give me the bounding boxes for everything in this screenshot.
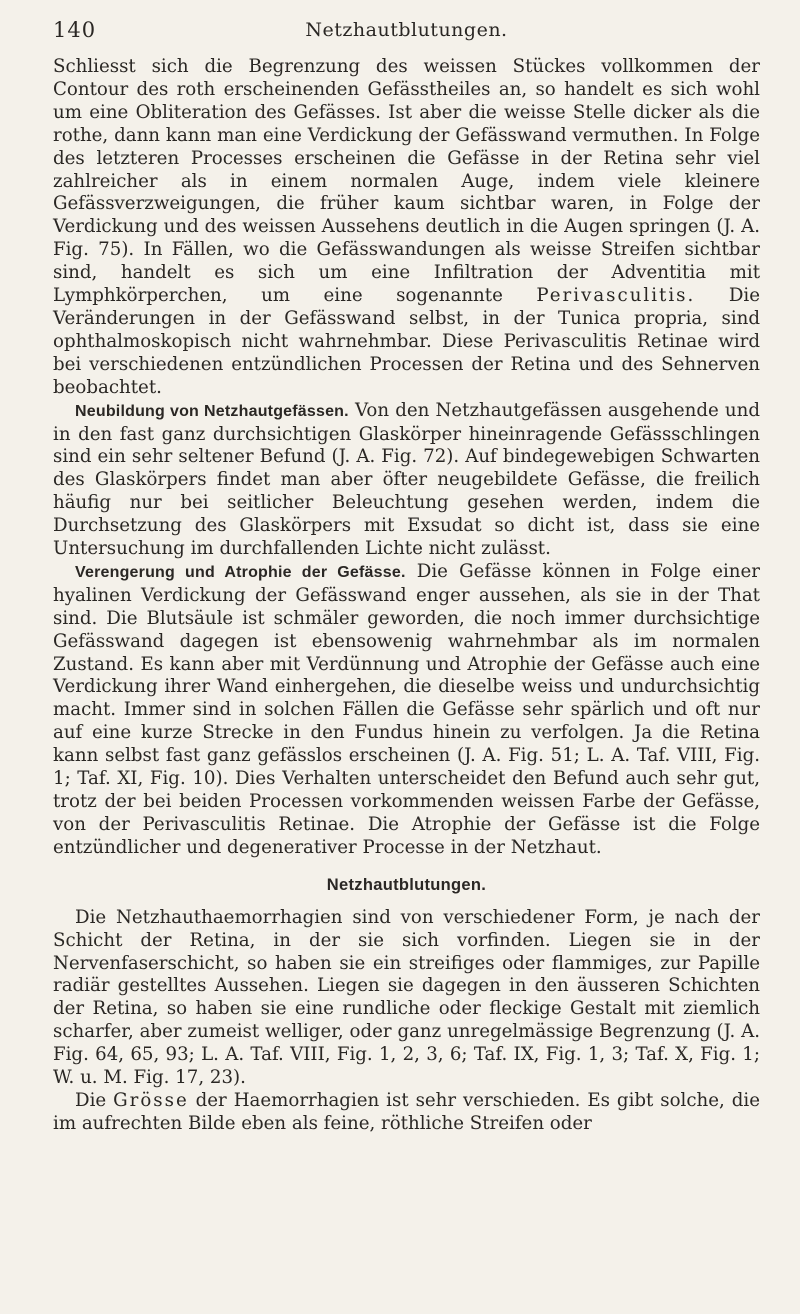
run-in-heading: Verengerung und Atrophie der Gefässe. [75, 563, 406, 581]
section-title: Netzhautblutungen. [326, 875, 487, 894]
paragraph-text: Schliesst sich die Begrenzung des weissen Stückes vollkommen der Contour des roth erscheinenden Gefässtheiles an, so handelt es sich wohl um eine Obliteration des Gefässes. Ist aber die weisse Stelle dicker als die rothe, dann kann man eine Verdickung der Gefässwand vermuthen. In Folge des letzteren Processes erscheinen die Gefässe in der Retina sehr viel zahlreicher als in einem normalen Auge, indem viele kleinere Gefässverzweigungen, die früher kaum sichtbar waren, in Folge der Verdickung und des weissen Aussehens deutlich in die Augen springen (J. A. Fig. 75). In Fällen, wo die Gefässwandungen als weisse Streifen sichtbar sind, handelt es sich um eine Infiltration der Adventitia mit Lymphkörperchen, um eine sogenannte [53, 56, 760, 307]
paragraph-text: Die Gefässe können in Folge einer hyalinen Verdickung der Gefässwand enger aussehen, als sie in der That sind. Die Blutsäule ist schmäler geworden, die noch immer durchsichtige Gefässwand dagegen ist ebensowenig wahrnehmbar als im normalen Zustand. Es kann aber mit Verdünnung und Atrophie der Gefässe auch eine Verdickung ihrer Wand einhergehen, die dieselbe weiss und undurchsichtig macht. Immer sind in solchen Fällen die Gefässe sehr spärlich und oft nur auf eine kurze Strecke in den Fundus hinein zu verfolgen. Ja die Retina kann selbst fast ganz gefässlos erscheinen (J. A. Fig. 51; L. A. Taf. VIII, Fig. 1; Taf. XI, Fig. 10). Dies Verhalten unterscheidet den Befund auch sehr gut, trotz der bei beiden Processen vorkommenden weissen Farbe der Gefässe, von der Perivasculitis Retinae. Die Atrophie der Gefässe ist die Folge entzündlicher und degenerativer Processe in der Netzhaut. [53, 560, 760, 858]
paragraph-verengerung [53, 561, 760, 860]
paragraph-text: Die [75, 1089, 107, 1111]
emphasized-term: Perivasculitis. [536, 285, 696, 307]
page-number: 140 [53, 18, 97, 42]
running-title: Netzhautblutungen. [305, 19, 508, 41]
paragraph-text: Die Veränderungen in der Gefässwand selbst, in der Tunica propria, sind ophthalmoskopisch nicht wahrnehmbar. Diese Perivasculitis Retinae wird bei verschiedenen entzündlichen Processen der Retina und des Sehnerven beobachtet. [53, 285, 760, 398]
paragraph-groesse [53, 1090, 760, 1136]
emphasized-term: Grösse [113, 1089, 189, 1111]
paragraph-perivasculitis [53, 56, 760, 400]
page-header [53, 18, 760, 44]
paragraph-haemorrhagien [53, 907, 760, 1090]
paragraph-text: der Haemorrhagien ist sehr verschieden. Es gibt solche, die im aufrechten Bilde eben als feine, röthliche Streifen oder [53, 1089, 760, 1134]
paragraph-text: Von den Netzhautgefässen ausgehende und in den fast ganz durchsichtigen Glaskörper hineinragende Gefässschlingen sind ein sehr seltener Befund (J. A. Fig. 72). Auf bindegewebigen Schwarten des Glaskörpers findet man aber öfter neugebildete Gefässe, die freilich häufig nur bei seitlicher Beleuchtung gesehen werden, indem die Durchsetzung des Glaskörpers mit Exsudat so dicht ist, dass sie eine Untersuchung im durchfallenden Lichte nicht zulässt. [53, 399, 760, 560]
paragraph-text: Die Netzhauthaemorrhagien sind von verschiedener Form, je nach der Schicht der Retina, in der sie sich vorfinden. Liegen sie in der Nervenfaserschicht, so haben sie ein streifiges oder flammiges, zur Papille radiär gestelltes Aussehen. Liegen sie dagegen in den äusseren Schichten der Retina, so haben sie eine rundliche oder fleckige Gestalt mit ziemlich scharfer, aber zumeist welliger, oder ganz unregelmässige Begrenzung (J. A. Fig. 64, 65, 93; L. A. Taf. VIII, Fig. 1, 2, 3, 6; Taf. IX, Fig. 1, 3; Taf. X, Fig. 1; W. u. M. Fig. 17, 23). [53, 906, 760, 1089]
run-in-heading: Neubildung von Netzhautgefässen. [75, 402, 349, 420]
paragraph-neubildung [53, 400, 760, 561]
